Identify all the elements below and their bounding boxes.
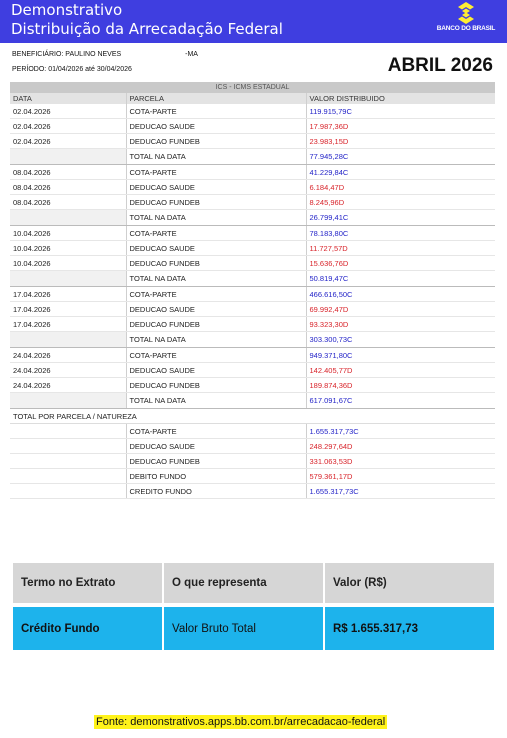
- beneficiary-name: PAULINO NEVES: [65, 51, 122, 58]
- statement-row: [10, 469, 495, 484]
- row-date: 17.04.2026: [10, 287, 126, 302]
- row-parcel: TOTAL NA DATA: [126, 393, 306, 409]
- beneficiary-state: -MA: [185, 51, 198, 58]
- summary-table: [13, 563, 494, 650]
- row-parcel: CREDITO FUNDO: [126, 484, 306, 499]
- statement-row: [10, 104, 495, 119]
- row-parcel: DEDUCAO FUNDEB: [126, 378, 306, 393]
- bb-logo-icon: [457, 2, 475, 24]
- statement-row: [10, 348, 495, 363]
- row-value: 1.655.317,73C: [306, 484, 495, 499]
- beneficiary-line: BENEFICIÁRIO: PAULINO NEVES -MA: [12, 51, 198, 58]
- row-value: 119.915,79C: [306, 104, 495, 119]
- statement-row: [10, 119, 495, 134]
- row-date: [10, 149, 126, 165]
- statement-row: [10, 378, 495, 393]
- statement-row: [10, 363, 495, 378]
- row-value: 579.361,17D: [306, 469, 495, 484]
- row-value: 23.983,15D: [306, 134, 495, 149]
- summary-header-meaning: O que representa: [162, 563, 323, 603]
- row-value: 142.405,77D: [306, 363, 495, 378]
- row-date: [10, 424, 126, 439]
- period-line: PERÍODO: 01/04/2026 até 30/04/2026: [12, 66, 132, 73]
- statement-row: [10, 180, 495, 195]
- row-parcel: COTA-PARTE: [126, 165, 306, 180]
- row-date: [10, 469, 126, 484]
- statement-table: [10, 82, 495, 499]
- row-date: 10.04.2026: [10, 226, 126, 241]
- summary-header-value: Valor (R$): [323, 563, 494, 603]
- row-date: 02.04.2026: [10, 104, 126, 119]
- statement-row: [10, 165, 495, 180]
- row-parcel: COTA-PARTE: [126, 424, 306, 439]
- summary-value: R$ 1.655.317,73: [323, 603, 494, 650]
- summary-row: [13, 603, 494, 650]
- row-value: 617.091,67C: [306, 393, 495, 409]
- statement-row: [10, 226, 495, 241]
- row-parcel: DEBITO FUNDO: [126, 469, 306, 484]
- banco-do-brasil-logo: BANCO DO BRASIL: [435, 2, 497, 40]
- row-date: 08.04.2026: [10, 195, 126, 210]
- row-parcel: DEDUCAO SAUDE: [126, 119, 306, 134]
- statement-row: [10, 287, 495, 302]
- statement-row: [10, 241, 495, 256]
- row-value: 93.323,30D: [306, 317, 495, 332]
- row-date: 24.04.2026: [10, 363, 126, 378]
- column-header-value: VALOR DISTRIBUIDO: [306, 93, 495, 104]
- row-parcel: COTA-PARTE: [126, 104, 306, 119]
- row-parcel: DEDUCAO SAUDE: [126, 439, 306, 454]
- row-value: 189.874,36D: [306, 378, 495, 393]
- statement-row: [10, 134, 495, 149]
- row-value: 50.819,47C: [306, 271, 495, 287]
- statement-subsection-label: TOTAL POR PARCELA / NATUREZA: [10, 409, 495, 424]
- row-date: 24.04.2026: [10, 348, 126, 363]
- row-date: 17.04.2026: [10, 302, 126, 317]
- row-parcel: DEDUCAO FUNDEB: [126, 317, 306, 332]
- summary-meaning: Valor Bruto Total: [162, 603, 323, 650]
- period-value: 01/04/2026 até 30/04/2026: [48, 66, 132, 73]
- row-value: 331.063,53D: [306, 454, 495, 469]
- statement-total-row: [10, 332, 495, 348]
- row-value: 17.987,36D: [306, 119, 495, 134]
- row-parcel: COTA-PARTE: [126, 348, 306, 363]
- row-value: 8.245,96D: [306, 195, 495, 210]
- row-date: 02.04.2026: [10, 119, 126, 134]
- row-parcel: TOTAL NA DATA: [126, 271, 306, 287]
- row-date: [10, 439, 126, 454]
- column-header-date: DATA: [10, 93, 126, 104]
- row-value: 41.229,84C: [306, 165, 495, 180]
- row-date: [10, 271, 126, 287]
- row-parcel: COTA-PARTE: [126, 287, 306, 302]
- statement-column-headers: [10, 93, 495, 104]
- row-parcel: DEDUCAO SAUDE: [126, 241, 306, 256]
- row-parcel: TOTAL NA DATA: [126, 210, 306, 226]
- row-parcel: DEDUCAO FUNDEB: [126, 454, 306, 469]
- row-parcel: DEDUCAO FUNDEB: [126, 134, 306, 149]
- row-parcel: DEDUCAO FUNDEB: [126, 256, 306, 271]
- statement-total-row: [10, 393, 495, 409]
- row-parcel: DEDUCAO SAUDE: [126, 180, 306, 195]
- statement-row: [10, 484, 495, 499]
- row-date: 10.04.2026: [10, 241, 126, 256]
- row-date: 10.04.2026: [10, 256, 126, 271]
- statement-section-header: ICS - ICMS ESTADUAL: [10, 82, 495, 93]
- statement-row: [10, 317, 495, 332]
- row-date: [10, 332, 126, 348]
- row-date: 24.04.2026: [10, 378, 126, 393]
- row-parcel: TOTAL NA DATA: [126, 332, 306, 348]
- statement-row: [10, 424, 495, 439]
- statement-row: [10, 439, 495, 454]
- page-title: Demonstrativo Distribuição da Arrecadação Federal: [11, 1, 283, 38]
- statement-total-row: [10, 149, 495, 165]
- row-date: 02.04.2026: [10, 134, 126, 149]
- row-parcel: TOTAL NA DATA: [126, 149, 306, 165]
- row-value: 1.655.317,73C: [306, 424, 495, 439]
- statement-row: [10, 195, 495, 210]
- month-title: ABRIL 2026: [387, 55, 493, 76]
- summary-header-row: [13, 563, 494, 603]
- row-parcel: DEDUCAO FUNDEB: [126, 195, 306, 210]
- statement-total-row: [10, 210, 495, 226]
- row-value: 466.616,50C: [306, 287, 495, 302]
- row-value: 77.945,28C: [306, 149, 495, 165]
- statement-row: [10, 302, 495, 317]
- row-date: 08.04.2026: [10, 165, 126, 180]
- row-value: 248.297,64D: [306, 439, 495, 454]
- row-date: 08.04.2026: [10, 180, 126, 195]
- row-value: 15.636,76D: [306, 256, 495, 271]
- row-date: [10, 484, 126, 499]
- statement-row: [10, 256, 495, 271]
- row-value: 11.727,57D: [306, 241, 495, 256]
- row-value: 78.183,80C: [306, 226, 495, 241]
- row-date: [10, 454, 126, 469]
- row-value: 949.371,80C: [306, 348, 495, 363]
- statement-row: [10, 454, 495, 469]
- row-parcel: DEDUCAO SAUDE: [126, 363, 306, 378]
- row-value: 303.300,73C: [306, 332, 495, 348]
- summary-header-term: Termo no Extrato: [13, 563, 162, 603]
- row-parcel: COTA-PARTE: [126, 226, 306, 241]
- summary-term: Crédito Fundo: [13, 603, 162, 650]
- row-parcel: DEDUCAO SAUDE: [126, 302, 306, 317]
- row-value: 6.184,47D: [306, 180, 495, 195]
- statement-total-row: [10, 271, 495, 287]
- row-value: 26.799,41C: [306, 210, 495, 226]
- row-date: [10, 210, 126, 226]
- row-date: [10, 393, 126, 409]
- statement-subsection-row: [10, 409, 495, 424]
- page-header: [0, 0, 507, 43]
- row-value: 69.992,47D: [306, 302, 495, 317]
- source-footer: Fonte: demonstrativos.apps.bb.com.br/arrecadacao-federal: [96, 716, 386, 728]
- row-date: 17.04.2026: [10, 317, 126, 332]
- column-header-parcel: PARCELA: [126, 93, 306, 104]
